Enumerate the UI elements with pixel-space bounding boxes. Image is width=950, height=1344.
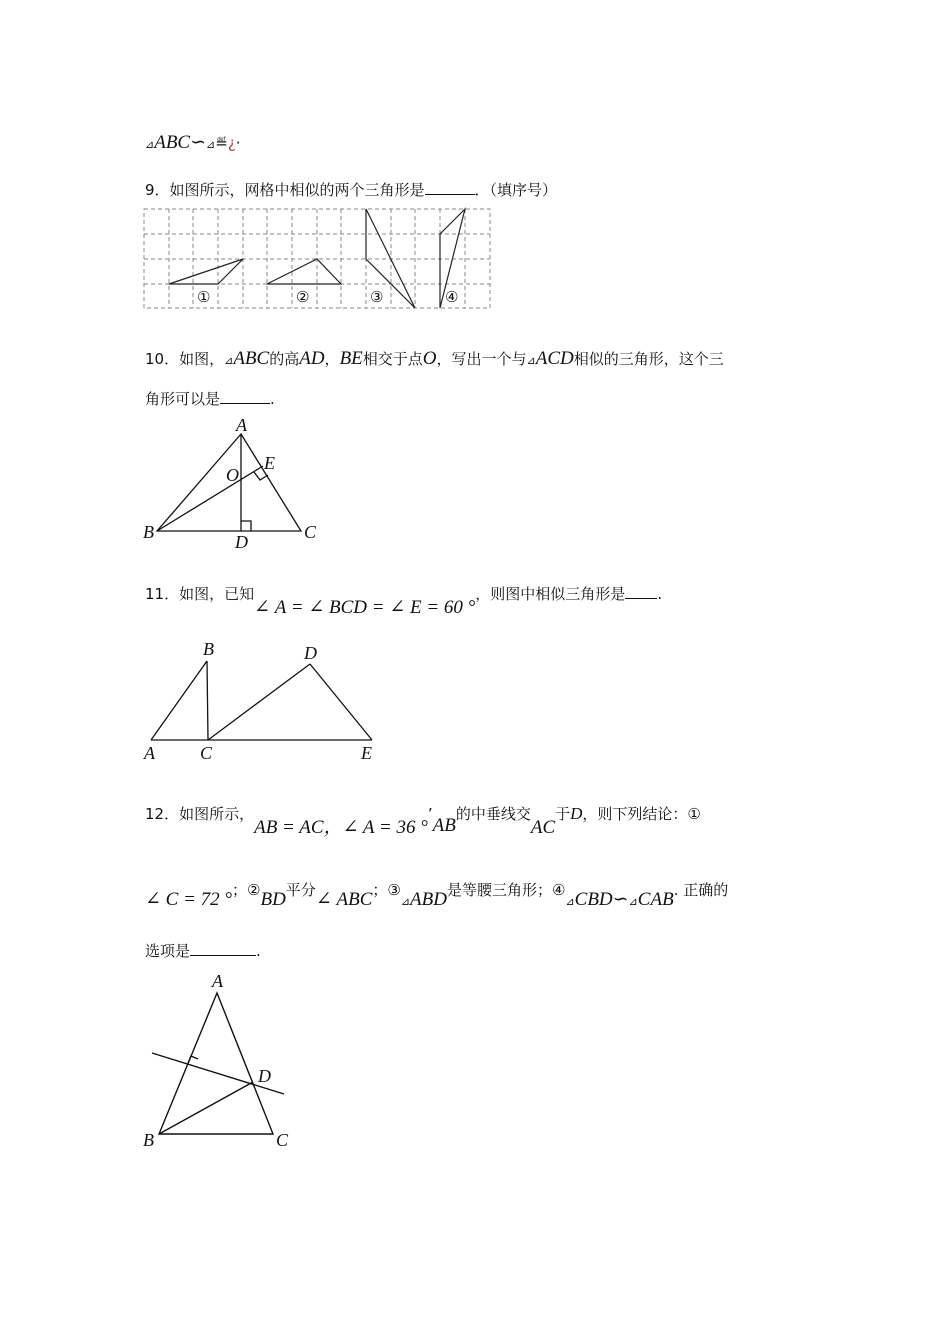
- q11-text: 11．如图，已知∠ A = ∠ BCD = ∠ E = 60 °，则图中相似三角形是 .: [145, 585, 663, 618]
- pt-c: C: [200, 743, 213, 763]
- top-fragment: ⊿ABC∽⊿≝¿·: [145, 132, 241, 153]
- label-4: ④: [445, 288, 459, 306]
- pt-o: O: [226, 465, 239, 485]
- q9-text: 9．如图所示，网格中相似的两个三角形是 ．（填序号）: [145, 181, 558, 199]
- q10-line1: 10．如图，⊿ABC的高AD，BE相交于点O，写出一个与⊿ACD相似的三角形，这个三: [145, 348, 724, 369]
- pt-e: E: [264, 453, 275, 473]
- segment-bd: [159, 1082, 253, 1134]
- pt-c: C: [276, 1130, 289, 1150]
- q12-line2: ∠ C = 72 °；②BD平分∠ ABC；$③_⊿ABD$是等腰三角形；$④_⊿CBD∽_⊿CAB$. 正确的: [145, 881, 729, 910]
- label-1: ①: [197, 288, 211, 306]
- pt-d: D: [304, 643, 317, 663]
- pt-a: A: [212, 971, 223, 991]
- pt-b: B: [143, 522, 154, 542]
- label-3: ③: [370, 288, 384, 306]
- right-angle-mark: [188, 1056, 198, 1063]
- q12-line3: 选项是 .: [145, 942, 261, 960]
- triangle-abc: [159, 993, 273, 1134]
- pt-b: B: [143, 1130, 154, 1150]
- pt-e: E: [361, 743, 372, 763]
- q12-line1: 12．如图所示，AB = AC，∠ A = 36 °’AB的中垂线交AC于D，则下列结论：①: [145, 804, 701, 838]
- pt-a: A: [144, 743, 155, 763]
- pt-a: A: [236, 415, 247, 435]
- pt-c: C: [304, 522, 317, 542]
- pt-d: D: [235, 532, 248, 552]
- pt-b: B: [203, 639, 214, 659]
- label-2: ②: [296, 288, 310, 306]
- pt-d: D: [258, 1066, 271, 1086]
- q10-line2: 角形可以是 .: [145, 390, 275, 408]
